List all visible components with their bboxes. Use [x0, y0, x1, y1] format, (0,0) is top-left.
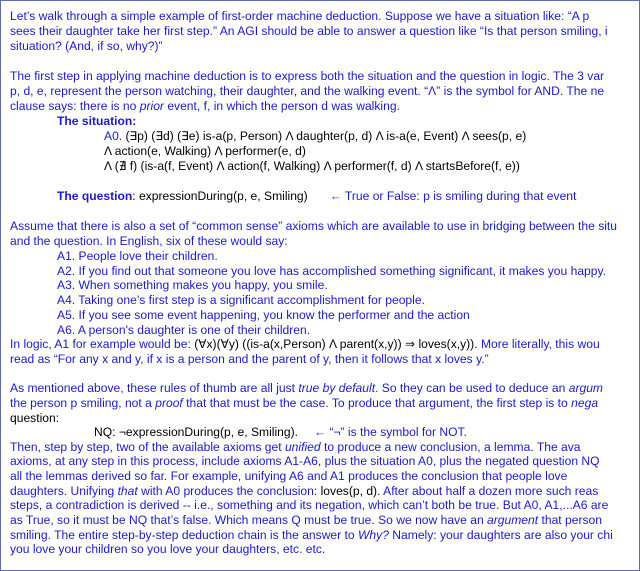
- final-line-4e: After about half a dozen more such reas: [380, 484, 599, 498]
- final-line-3: all the lemmas derived so far. For example, unifying A6 and A1 produces the conclusion that people love: [10, 469, 568, 483]
- axiom-a1: A1. People love their children.: [57, 249, 218, 263]
- logic-intro-line-3a: clause says: there is no: [10, 99, 140, 113]
- final-line-1: [10, 440, 581, 455]
- final-line-7: [10, 528, 613, 543]
- a0-label: A0.: [104, 129, 123, 143]
- nq-formula: NQ: ¬expressionDuring(p, e, Smiling).: [94, 425, 298, 439]
- default-true-by-default: true by default: [298, 381, 376, 395]
- final-line-5: steps, a contradiction is derived -- i.e., something and its negation, which can’t both be true. But A0, A1,...A6 are: [10, 498, 609, 512]
- final-line-6c: that person: [538, 513, 602, 527]
- final-line-6: [10, 513, 602, 528]
- logic-example-tail: More literally, this wou: [477, 337, 600, 351]
- default-nega: nega: [571, 396, 599, 410]
- final-unified: unified: [284, 440, 321, 454]
- final-line-7c: Namely: your daughters are also your chi: [388, 528, 613, 542]
- nq-note: ← “¬” is the symbol for NOT.: [314, 425, 467, 439]
- logic-example-lead: In logic, A1 for example would be:: [10, 337, 195, 351]
- final-line-1a: Then, step by step, two of the available axioms get: [10, 440, 285, 454]
- final-line-1c: to produce a new conclusion, a lemma. The ava: [320, 440, 581, 454]
- final-line-2: axioms, at any step in this process, include axioms A1-A6, plus the situation A0, plus the negated question NQ: [10, 454, 600, 468]
- final-line-4c: with A0 produces the conclusion:: [137, 484, 321, 498]
- logic-intro-prior: prior: [139, 99, 164, 113]
- final-that: that: [117, 484, 138, 498]
- default-line-1a: As mentioned above, these rules of thumb are all just: [10, 381, 299, 395]
- axioms-intro-line-1: Assume that there is also a set of “common sense” axioms which are available to use in bridging between the situ: [10, 219, 618, 233]
- axiom-a0-line-3: Λ (∄ f) (is-a(f, Event) Λ action(f, Walking) Λ performer(f, d) Λ startsBefore(f, e)): [104, 159, 520, 173]
- default-proof: proof: [155, 396, 183, 410]
- axiom-a0-line-1: [104, 129, 526, 144]
- default-line-2a: the person p smiling, not a: [10, 396, 156, 410]
- default-line-1c: . So they can be used to deduce an: [375, 381, 569, 395]
- logic-intro-line-3c: event, f, in which the person d was walking.: [163, 99, 400, 113]
- question-formula: : expressionDuring(p, e, Smiling): [132, 189, 308, 203]
- default-line-3: question:: [10, 411, 60, 425]
- final-line-4: [10, 484, 598, 499]
- default-argum: argum: [568, 381, 603, 395]
- logic-intro-line-1: The first step in applying machine deduction is to express both the situation and the question in logic. The 3 var: [10, 69, 605, 83]
- a0-formula-1: (∃p) (∃d) (∃e) is-a(p, Person) Λ daughter(p, d) Λ is-a(e, Event) Λ sees(p, e): [122, 129, 527, 143]
- axiom-a3: A3. When something makes you happy, you smile.: [57, 278, 328, 292]
- logic-intro-line-3: [10, 99, 400, 114]
- situation-colon: :: [132, 114, 137, 128]
- default-line-1: [10, 381, 603, 396]
- logic-intro-line-2: p, d, e, represent the person watching, their daughter, and the walking event. “Λ” is the symbol for AND. The ne: [10, 84, 605, 98]
- axiom-a4: A4. Taking one’s first step is a significant accomplishment for people.: [57, 293, 425, 307]
- axiom-a2: A2. If you find out that someone you love has accomplished something significant, it makes you happy.: [57, 264, 607, 278]
- final-line-7a: smiling. The entire step-by-step deduction chain is the answer to: [10, 528, 358, 542]
- final-loves-formula: loves(p, d).: [320, 484, 381, 498]
- final-why: Why?: [358, 528, 389, 542]
- final-line-6a: as True, so it must be NQ that’s false. Which means Q must be true. So we now have an: [10, 513, 488, 527]
- situation-heading: [57, 114, 136, 129]
- intro-line-1: Let’s walk through a simple example of first-order machine deduction. Suppose we have a situation like: “A p: [10, 9, 590, 23]
- logic-example-formula: (∀x)(∀y) ((is-a(x,Person) Λ parent(x,y)) ⇒ loves(x,y)).: [194, 337, 478, 351]
- question-line: [57, 189, 576, 204]
- axiom-a5: A5. If you see some event happening, you know the performer and the action: [57, 308, 470, 322]
- question-note: ← True or False: p is smiling during that event: [329, 189, 577, 203]
- final-argument: argument: [487, 513, 539, 527]
- axiom-a6: A6. A person's daughter is one of their children.: [57, 323, 311, 337]
- nq-line: [94, 425, 467, 440]
- default-line-2c: that that must be the case. To produce that argument, the first step is to: [182, 396, 572, 410]
- question-label: The question: [57, 189, 133, 203]
- situation-label: The situation: [57, 114, 133, 128]
- logic-example-line-1: [10, 337, 600, 352]
- default-line-2: [10, 396, 598, 411]
- axioms-intro-line-2: and the question. In English, six of these would say:: [10, 234, 288, 248]
- final-line-4a: daughters. Unifying: [10, 484, 118, 498]
- logic-example-line-2: read as “For any x and y, if x is a person and the parent of y, then it follows that x loves y.”: [10, 352, 489, 366]
- axiom-a0-line-2: Λ action(e, Walking) Λ performer(e, d): [104, 144, 306, 158]
- intro-line-2: sees their daughter take her first step.” An AGI should be able to answer a question like “Is that person smiling, i: [10, 24, 608, 38]
- final-line-8: you love your children so you love your daughters, etc. etc.: [10, 542, 326, 556]
- intro-line-3: situation? (And, if so, why?)”: [10, 39, 163, 53]
